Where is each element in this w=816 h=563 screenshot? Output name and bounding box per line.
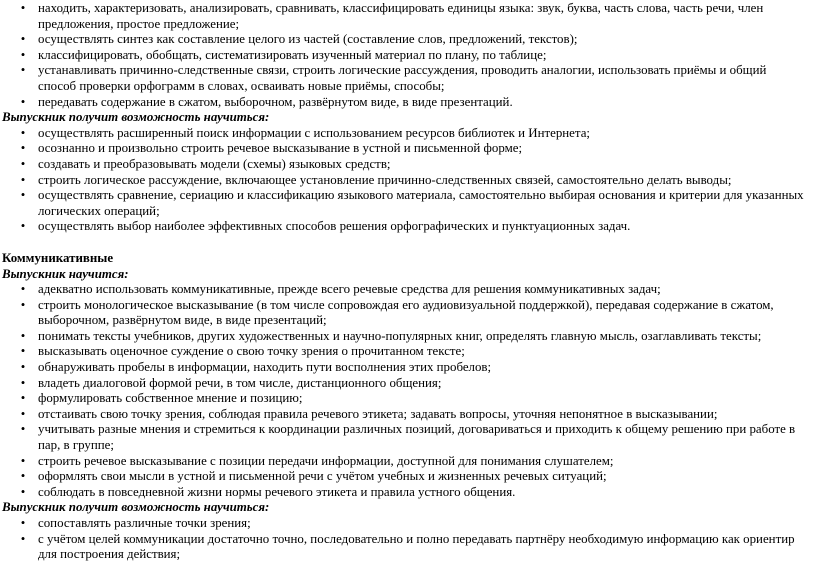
bullet-icon: •	[20, 344, 26, 359]
bullet-icon: •	[20, 297, 26, 312]
list-item-text: учитывать разные мнения и стремиться к координации различных позиций, договариваться и приходить к общему решению при работе в пар, в группе;	[38, 422, 796, 453]
list-item-text: передавать содержание в сжатом, выборочном, развёрнутом виде, в виде презентаций.	[38, 94, 513, 109]
bullet-icon: •	[20, 469, 26, 484]
bullet-icon: •	[20, 422, 26, 437]
list-item-text: строить логическое рассуждение, включающее установление причинно-следственных связей, самостоятельно делать выводы;	[38, 172, 732, 187]
list-item	[2, 516, 806, 532]
bullet-icon: •	[20, 516, 26, 530]
list-item	[2, 282, 806, 298]
bullet-icon: •	[20, 125, 26, 140]
section-heading-opportunity-2: Выпускник получит возможность научиться:	[2, 500, 270, 515]
paragraph-spacer	[2, 235, 806, 251]
list-item	[2, 63, 806, 94]
list-item	[2, 219, 806, 235]
list-item	[2, 469, 806, 485]
communicative-opportunity-list	[2, 516, 806, 563]
bullet-icon: •	[20, 531, 26, 546]
list-item-text: владеть диалоговой формой речи, в том числе, дистанционного общения;	[38, 375, 442, 390]
bullet-icon: •	[20, 219, 26, 234]
list-item	[2, 48, 806, 64]
list-item-text: понимать тексты учебников, других художественных и научно-популярных книг, определять главную мысль, озаглавливать тексты;	[38, 328, 762, 343]
communicative-outcomes-list	[2, 282, 806, 500]
outcomes-list	[2, 1, 806, 110]
list-item-text: классифицировать, обобщать, систематизировать изученный материал по плану, по таблице;	[38, 47, 547, 62]
bullet-icon: •	[20, 360, 26, 375]
bullet-icon: •	[20, 63, 26, 78]
list-item-text: осуществлять расширенный поиск информации с использованием ресурсов библиотек и Интернета;	[38, 125, 590, 140]
list-item	[2, 407, 806, 423]
bullet-icon: •	[20, 1, 26, 15]
bullet-icon: •	[20, 47, 26, 62]
list-item	[2, 173, 806, 189]
list-item-text: оформлять свои мысли в устной и письменной речи с учётом учебных и жизненных речевых ситуаций;	[38, 469, 607, 484]
list-item-text: сопоставлять различные точки зрения;	[38, 516, 251, 530]
list-item	[2, 532, 806, 563]
list-item-text: устанавливать причинно-следственные связи, строить логические рассуждения, проводить аналогии, использовать приёмы и общий способ проверки орфограмм в словах, осваивать новые приёмы, способы;	[38, 63, 767, 93]
bullet-icon: •	[20, 188, 26, 203]
list-item	[2, 188, 806, 219]
bullet-icon: •	[20, 32, 26, 47]
list-item	[2, 391, 806, 407]
section-heading-graduate-learns: Выпускник научится:	[2, 266, 129, 281]
list-item-text: с учётом целей коммуникации достаточно точно, последовательно и полно передавать партнёру необходимую информацию как ориентир для построения действия;	[38, 531, 795, 562]
bullet-icon: •	[20, 94, 26, 109]
list-item-text: формулировать собственное мнение и позицию;	[38, 391, 303, 406]
list-item-text: отстаивать свою точку зрения, соблюдая правила речевого этикета; задавать вопросы, уточняя непонятное в высказывании;	[38, 406, 718, 421]
list-item	[2, 422, 806, 453]
list-item	[2, 329, 806, 345]
list-item	[2, 454, 806, 470]
list-item-text: адекватно использовать коммуникативные, прежде всего речевые средства для решения коммуникативных задач;	[38, 282, 661, 297]
list-item-text: осознанно и произвольно строить речевое высказывание в устной и письменной форме;	[38, 141, 523, 156]
list-item	[2, 126, 806, 142]
list-item-text: создавать и преобразовывать модели (схемы) языковых средств;	[38, 156, 391, 171]
opportunity-list	[2, 126, 806, 235]
bullet-icon: •	[20, 328, 26, 343]
list-item	[2, 376, 806, 392]
section-title-communicative: Коммуникативные	[2, 250, 114, 265]
list-item-text: высказывать оценочное суждение о свою точку зрения о прочитанном тексте;	[38, 344, 465, 359]
bullet-icon: •	[20, 156, 26, 171]
list-item-text: строить монологическое высказывание (в том числе сопровождая его аудиовизуальной поддержкой), передавая содержание в сжатом, выборочном, развёрнутом виде, в виде презентаций;	[38, 297, 774, 328]
list-item	[2, 298, 806, 329]
list-item-text: обнаруживать пробелы в информации, находить пути восполнения этих пробелов;	[38, 360, 492, 375]
list-item	[2, 360, 806, 376]
list-item	[2, 32, 806, 48]
list-item-text: соблюдать в повседневной жизни нормы речевого этикета и правила устного общения.	[38, 484, 516, 499]
bullet-icon: •	[20, 391, 26, 406]
bullet-icon: •	[20, 484, 26, 499]
list-item	[2, 157, 806, 173]
list-item-text: находить, характеризовать, анализировать, сравнивать, классифицировать единицы языка: звук, буква, часть слова, часть речи, член предложения, простое предложение;	[38, 1, 764, 31]
list-item	[2, 141, 806, 157]
list-item-text: осуществлять синтез как составление целого из частей (составление слов, предложений, текстов);	[38, 32, 578, 47]
bullet-icon: •	[20, 141, 26, 156]
list-item-text: осуществлять сравнение, сериацию и классификацию языкового материала, самостоятельно выбирая основания и критерии для указанных логических операций;	[38, 188, 804, 218]
bullet-icon: •	[20, 406, 26, 421]
list-item	[2, 485, 806, 501]
bullet-icon: •	[20, 282, 26, 297]
section-heading-opportunity: Выпускник получит возможность научиться:	[2, 110, 270, 125]
bullet-icon: •	[20, 172, 26, 187]
list-item	[2, 1, 806, 32]
list-item	[2, 95, 806, 111]
list-item	[2, 344, 806, 360]
bullet-icon: •	[20, 453, 26, 468]
list-item-text: строить речевое высказывание с позиции передачи информации, доступной для понимания слушателем;	[38, 453, 614, 468]
list-item-text: осуществлять выбор наиболее эффективных способов решения орфографических и пунктуационных задач.	[38, 219, 631, 234]
bullet-icon: •	[20, 375, 26, 390]
